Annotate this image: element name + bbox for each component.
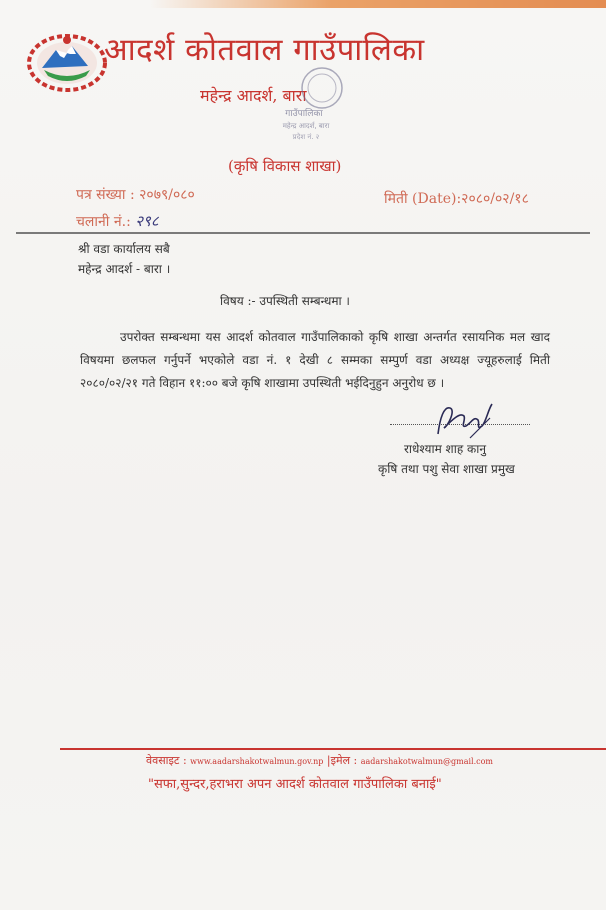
stamp-line-1: गाउँपालिका [285,109,323,119]
website-link[interactable]: www.aadarshakotwalmun.gov.np [190,757,324,766]
handwritten-signature [430,398,500,442]
stamp-line-2: महेन्द्र आदर्श, बारा [282,122,330,130]
website-label: वेवसाइट : [146,754,187,767]
letter-number: पत्र संख्या : २०७९/०८० [76,187,195,203]
top-edge-strip [150,0,606,8]
dispatch-number-row [76,211,159,231]
signatory-name: राधेश्याम शाह कानु [404,442,486,456]
branch-name: (कृषि विकास शाखा) [228,157,342,175]
nepal-emblem-icon [26,30,108,92]
dispatch-number: २९८ [135,212,159,230]
email-label: |इमेल : [326,754,358,767]
recipient-line-1: श्री वडा कार्यालय सबै [78,242,170,256]
footer-slogan: "सफा,सुन्दर,हराभरा अपन आदर्श कोतवाल गाउँपालिका बनाई" [148,777,442,792]
dispatch-label: चलानी नं.: [76,214,131,230]
municipality-name: आदर्श कोतवाल गाउँपालिका [104,32,425,68]
email-link[interactable]: aadarshakotwalmun@gmail.com [360,757,494,766]
signatory-title: कृषि तथा पशु सेवा शाखा प्रमुख [378,462,515,476]
municipality-address: महेन्द्र आदर्श, बारा [200,86,307,105]
official-stamp [244,66,364,156]
footer-contact [146,753,493,768]
letter-body-text: उपरोक्त सम्बन्धमा यस आदर्श कोतवाल गाउँपालिकाको कृषि शाखा अन्तर्गत रसायनिक मल खाद विषयमा छलफल गर्नुपर्ने भएकोले वडा नं. १ देखी ८ सम्मका सम्पुर्ण वडा अध्यक्ष ज्यूहरुलाई मिती २०८०/०२/२१ गते विहान ११:०० बजे कृषि शाखामा उपस्थिती भईदिनुहुन अनुरोध छ । [80,330,550,390]
header-divider [16,232,590,234]
footer-divider [60,748,606,750]
recipient-line-2: महेन्द्र आदर्श - बारा । [78,262,171,276]
stamp-line-3: प्रदेश नं. २ [292,133,320,141]
letter-date: मिती (Date):२०८०/०२/१८ [384,191,529,207]
letter-subject: विषय :- उपस्थिती सम्बन्धमा । [220,294,350,308]
letter-body [80,326,550,395]
